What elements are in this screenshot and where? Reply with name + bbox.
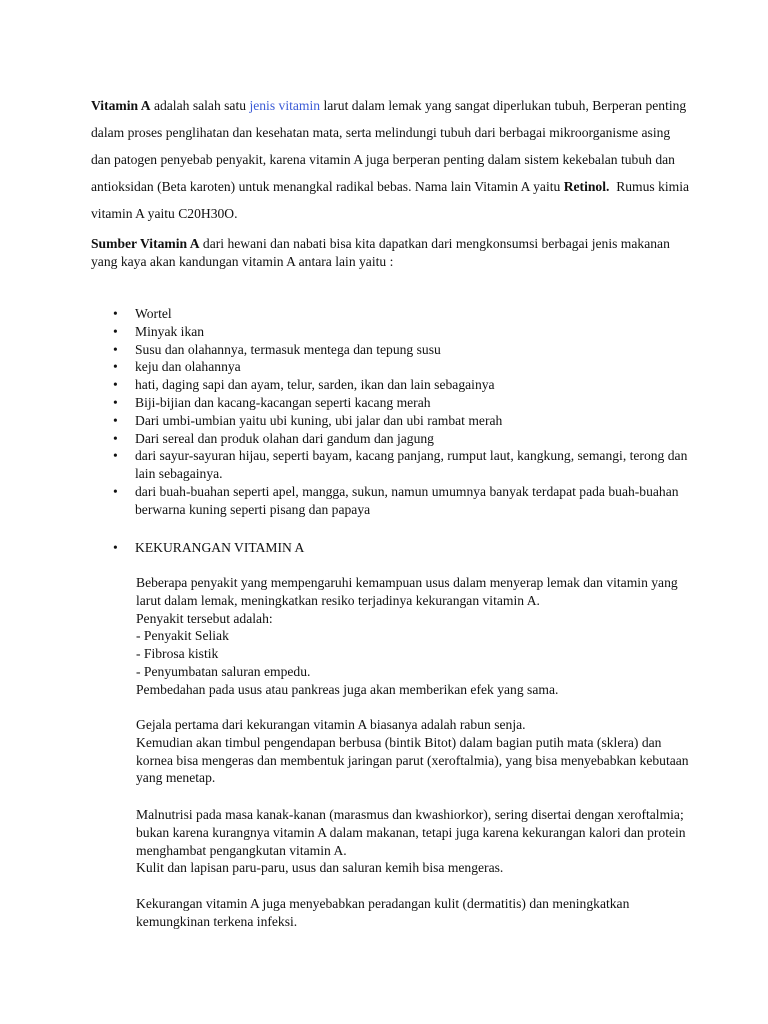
disease-lead: Penyakit tersebut adalah: [136, 610, 273, 626]
list-item: • hati, daging sapi dan ayam, telur, sarden, ikan dan lain sebagainya [113, 376, 693, 394]
deficiency-heading: • KEKURANGAN VITAMIN A [113, 539, 713, 557]
intro-text-1: adalah salah satu [150, 98, 250, 113]
list-item: • dari buah-buahan seperti apel, mangga, sukun, namun umumnya banyak terdapat pada buah-buahan berwarna kuning seperti pisang dan papaya [113, 483, 693, 519]
formula-text: Rumus kimia vitamin A yaitu C20H30O. [91, 179, 693, 221]
disease-item: - Penyumbatan saluran empedu. [136, 663, 311, 679]
list-item: • Susu dan olahannya, termasuk mentega dan tepung susu [113, 341, 693, 359]
sources-paragraph [91, 235, 691, 271]
intro-paragraph [91, 92, 691, 227]
list-item: • Biji-bijian dan kacang-kacangan seperti kacang merah [113, 394, 693, 412]
deficiency-intro: Beberapa penyakit yang mempengaruhi kemampuan usus dalam menyerap lemak dan vitamin yang larut dalam lemak, meningkatkan resiko terjadinya kekurangan vitamin A. [136, 575, 678, 608]
sources-text: dari hewani dan nabati bisa kita dapatkan dari mengkonsumsi berbagai jenis makanan yang kaya akan kandungan vitamin A antara lain yaitu : [91, 236, 670, 269]
intro-text-2: larut dalam lemak yang sangat diperlukan tubuh, Berperan penting dalam proses penglihatan dan kesehatan mata, serta melindungi tubuh dari berbagai mikroorganisme asing dan patogen penyebab penyakit, karena vitamin A juga berperan penting dalam sistem kekebalan tubuh dan antioksidan (Beta karoten) untuk menangkal radikal bebas. Nama lain Vitamin A yaitu [91, 98, 687, 194]
deficiency-paragraph-4 [136, 895, 696, 931]
vitamin-a-term: Vitamin A [91, 98, 151, 113]
skin-lung-text: Kulit dan lapisan paru-paru, usus dan saluran kemih bisa mengeras. [136, 860, 504, 876]
deficiency-section [113, 539, 713, 557]
retinol-term: Retinol. [563, 179, 610, 194]
list-item: • Wortel [113, 305, 693, 323]
malnutrition-text: Malnutrisi pada masa kanak-kanan (marasmus dan kwashiorkor), sering disertai dengan xeroftalmia; bukan karena kurangnya vitamin A dalam makanan, tetapi juga karena kekurangan kalori dan protein menghambat pengangkutan vitamin A. [136, 807, 686, 858]
disease-item: - Penyakit Seliak [136, 628, 229, 644]
first-symptom: Gejala pertama dari kekurangan vitamin A biasanya adalah rabun senja. [136, 717, 526, 732]
jenis-vitamin-link[interactable]: jenis vitamin [249, 98, 321, 113]
list-item: • Dari sereal dan produk olahan dari gandum dan jagung [113, 430, 693, 448]
surgery-note: Pembedahan pada usus atau pankreas juga akan memberikan efek yang sama. [136, 681, 559, 697]
list-item: • Minyak ikan [113, 323, 693, 341]
disease-item: - Fibrosa kistik [136, 646, 219, 662]
sources-term: Sumber Vitamin A [91, 236, 200, 251]
sources-list [113, 305, 693, 519]
list-item: • keju dan olahannya [113, 358, 693, 376]
list-item: • dari sayur-sayuran hijau, seperti bayam, kacang panjang, rumput laut, kangkung, semangi, terong dan lain sebagainya. [113, 447, 693, 483]
list-item: • Dari umbi-umbian yaitu ubi kuning, ubi jalar dan ubi rambat merah [113, 412, 693, 430]
deficiency-paragraph-2 [136, 716, 696, 787]
dermatitis-text: Kekurangan vitamin A juga menyebabkan peradangan kulit (dermatitis) dan meningkatkan kemungkinan terkena infeksi. [136, 896, 630, 929]
bitot-spots-text: Kemudian akan timbul pengendapan berbusa (bintik Bitot) dalam bagian putih mata (sklera) dan kornea bisa mengeras dan membentuk jaringan parut (xeroftalmia), yang bisa menyebabkan kebutaan yang menetap. [136, 734, 689, 786]
deficiency-paragraph-1 [136, 574, 696, 699]
deficiency-paragraph-3 [136, 806, 696, 877]
